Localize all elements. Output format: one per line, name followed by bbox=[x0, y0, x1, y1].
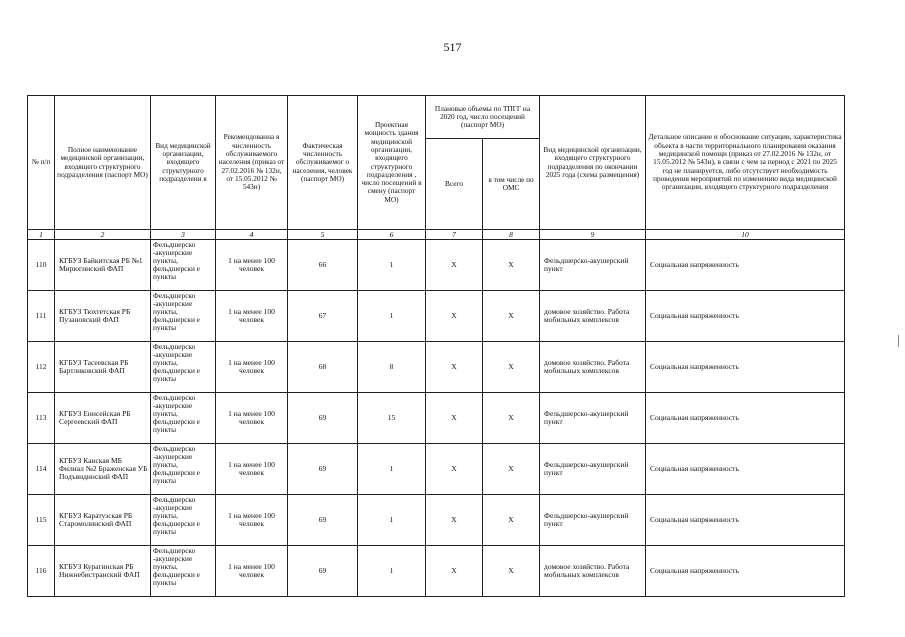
header-capacity: Проектная мощность здания медицинской организации, входящего структурного подразделения , число посещений в смену (паспорт МО) bbox=[358, 96, 426, 230]
row-actual: 66 bbox=[288, 240, 358, 291]
row-oms: X bbox=[483, 291, 540, 342]
row-total: X bbox=[426, 393, 483, 444]
table-header bbox=[28, 96, 845, 240]
row-recommended: 1 на менее 100 человек bbox=[216, 546, 288, 597]
row-actual: 69 bbox=[288, 495, 358, 546]
column-number: 5 bbox=[288, 230, 358, 240]
row-actual: 69 bbox=[288, 444, 358, 495]
row-type-2025: Фельдшерско-акушерский пункт bbox=[540, 495, 646, 546]
row-oms: X bbox=[483, 495, 540, 546]
row-type: Фельдшерско -акушерские пункты, фельдшерски е пункты bbox=[151, 444, 216, 495]
row-type-2025: домовое хозяйство. Работа мобильных комплексов bbox=[540, 291, 646, 342]
row-type-2025: Фельдшерско-акушерский пункт bbox=[540, 393, 646, 444]
row-capacity: 1 bbox=[358, 291, 426, 342]
row-actual: 69 bbox=[288, 546, 358, 597]
header-planned: Плановые объемы по ТПГГ на 2020 год, число посещений (паспорт МО) bbox=[426, 96, 540, 139]
row-description: Социальная напряженность bbox=[646, 393, 845, 444]
table-row bbox=[28, 546, 845, 597]
row-num: 115 bbox=[28, 495, 55, 546]
column-number: 4 bbox=[216, 230, 288, 240]
row-oms: X bbox=[483, 393, 540, 444]
row-actual: 69 bbox=[288, 393, 358, 444]
row-capacity: 1 bbox=[358, 495, 426, 546]
row-name: КГБУЗ Енисейская РБ Сергеевский ФАП bbox=[55, 393, 151, 444]
column-number: 1 bbox=[28, 230, 55, 240]
row-capacity: 15 bbox=[358, 393, 426, 444]
row-type: Фельдшерско -акушерские пункты, фельдшерски е пункты bbox=[151, 393, 216, 444]
header-type-2025: Вид медицинской организации, входящего структурного подразделения по окончании 2025 года (схема размещения) bbox=[540, 96, 646, 230]
table-row bbox=[28, 291, 845, 342]
row-recommended: 1 на менее 100 человек bbox=[216, 342, 288, 393]
row-type-2025: Фельдшерско-акушерский пункт bbox=[540, 240, 646, 291]
row-oms: X bbox=[483, 546, 540, 597]
row-type: Фельдшерско -акушерские пункты, фельдшерски е пункты bbox=[151, 291, 216, 342]
header-recommended: Рекомендованна я численность обслуживаемого населения (приказ от 27.02.2016 № 132н, от 15.05.2012 № 543н) bbox=[216, 96, 288, 230]
row-name: КГБУЗ Курагинская РБ Нижнебистранский ФАП bbox=[55, 546, 151, 597]
row-name: КГБУЗ Каратузская РБ Старомолинский ФАП bbox=[55, 495, 151, 546]
row-type: Фельдшерско -акушерские пункты, фельдшерски е пункты bbox=[151, 240, 216, 291]
row-num: 111 bbox=[28, 291, 55, 342]
row-num: 110 bbox=[28, 240, 55, 291]
header-actual: Фактическая численность обслуживаемог о населения, человек (паспорт МО) bbox=[288, 96, 358, 230]
row-description: Социальная напряженность bbox=[646, 444, 845, 495]
table-row bbox=[28, 342, 845, 393]
row-capacity: 8 bbox=[358, 342, 426, 393]
header-name: Полное наименование медицинской организации, входящего структурного подразделения (паспорт МО) bbox=[55, 96, 151, 230]
row-capacity: 1 bbox=[358, 444, 426, 495]
header-description: Детальное описание и обоснование ситуации, характеристика объекта в части территориального планирования оказания медицинской помощи (приказ от 27.02.2016 № 132н, от 15.05.2012 № 543н), в связи с чем за период с 2021 по 2025 год не планируется, либо отсутствует необходимость проведения мероприятий по изменению вида медицинской организации, входящего структурного подразделения bbox=[646, 96, 845, 230]
row-total: X bbox=[426, 444, 483, 495]
column-number: 2 bbox=[55, 230, 151, 240]
scan-mark bbox=[898, 335, 899, 347]
column-number: 10 bbox=[646, 230, 845, 240]
row-recommended: 1 на менее 100 человек bbox=[216, 240, 288, 291]
row-recommended: 1 на менее 100 человек bbox=[216, 393, 288, 444]
table-body bbox=[28, 240, 845, 597]
row-total: X bbox=[426, 291, 483, 342]
row-num: 113 bbox=[28, 393, 55, 444]
column-index-row bbox=[28, 230, 845, 240]
column-number: 7 bbox=[426, 230, 483, 240]
row-description: Социальная напряженность bbox=[646, 495, 845, 546]
header-type: Вид медицинской организации, входящего структурного подразделени я bbox=[151, 96, 216, 230]
column-number: 3 bbox=[151, 230, 216, 240]
row-num: 114 bbox=[28, 444, 55, 495]
row-oms: X bbox=[483, 444, 540, 495]
header-planned-oms: в том числе по ОМС bbox=[483, 139, 540, 230]
row-recommended: 1 на менее 100 человек bbox=[216, 291, 288, 342]
row-type: Фельдшерско -акушерские пункты, фельдшерски е пункты bbox=[151, 342, 216, 393]
row-type: Фельдшерско -акушерские пункты, фельдшерски е пункты bbox=[151, 546, 216, 597]
table-row bbox=[28, 240, 845, 291]
row-capacity: 1 bbox=[358, 240, 426, 291]
column-number: 9 bbox=[540, 230, 646, 240]
row-description: Социальная напряженность bbox=[646, 240, 845, 291]
row-oms: X bbox=[483, 342, 540, 393]
row-type-2025: Фельдшерско-акушерский пункт bbox=[540, 444, 646, 495]
header-num: № п/п bbox=[28, 96, 55, 230]
facilities-table bbox=[27, 95, 845, 597]
page-number: 517 bbox=[443, 40, 462, 54]
row-name: КГБУЗ Байкитская РБ №1 Мирюгинский ФАП bbox=[55, 240, 151, 291]
row-description: Социальная напряженность bbox=[646, 291, 845, 342]
table-row bbox=[28, 495, 845, 546]
row-type: Фельдшерско -акушерские пункты, фельдшерски е пункты bbox=[151, 495, 216, 546]
row-total: X bbox=[426, 495, 483, 546]
row-actual: 67 bbox=[288, 291, 358, 342]
row-total: X bbox=[426, 240, 483, 291]
table-row bbox=[28, 444, 845, 495]
column-number: 8 bbox=[483, 230, 540, 240]
row-recommended: 1 на менее 100 человек bbox=[216, 495, 288, 546]
row-description: Социальная напряженность bbox=[646, 546, 845, 597]
row-name: КГБУЗ Тюхтетская РБ Пузановский ФАП bbox=[55, 291, 151, 342]
row-actual: 68 bbox=[288, 342, 358, 393]
column-number: 6 bbox=[358, 230, 426, 240]
row-num: 112 bbox=[28, 342, 55, 393]
row-type-2025: домовое хозяйство. Работа мобильных комплексов bbox=[540, 342, 646, 393]
row-total: X bbox=[426, 342, 483, 393]
row-description: Социальная напряженность bbox=[646, 342, 845, 393]
row-name: КГБУЗ Тасеевская РБ Бартликовский ФАП bbox=[55, 342, 151, 393]
table-row bbox=[28, 393, 845, 444]
row-recommended: 1 на менее 100 человек bbox=[216, 444, 288, 495]
row-total: X bbox=[426, 546, 483, 597]
row-capacity: 1 bbox=[358, 546, 426, 597]
header-planned-total: Всего bbox=[426, 139, 483, 230]
row-type-2025: домовое хозяйство. Работа мобильных комплексов bbox=[540, 546, 646, 597]
row-name: КГБУЗ Канская МБ Филиал №2 Браженская УБ Подъяндинский ФАП bbox=[55, 444, 151, 495]
row-num: 116 bbox=[28, 546, 55, 597]
row-oms: X bbox=[483, 240, 540, 291]
